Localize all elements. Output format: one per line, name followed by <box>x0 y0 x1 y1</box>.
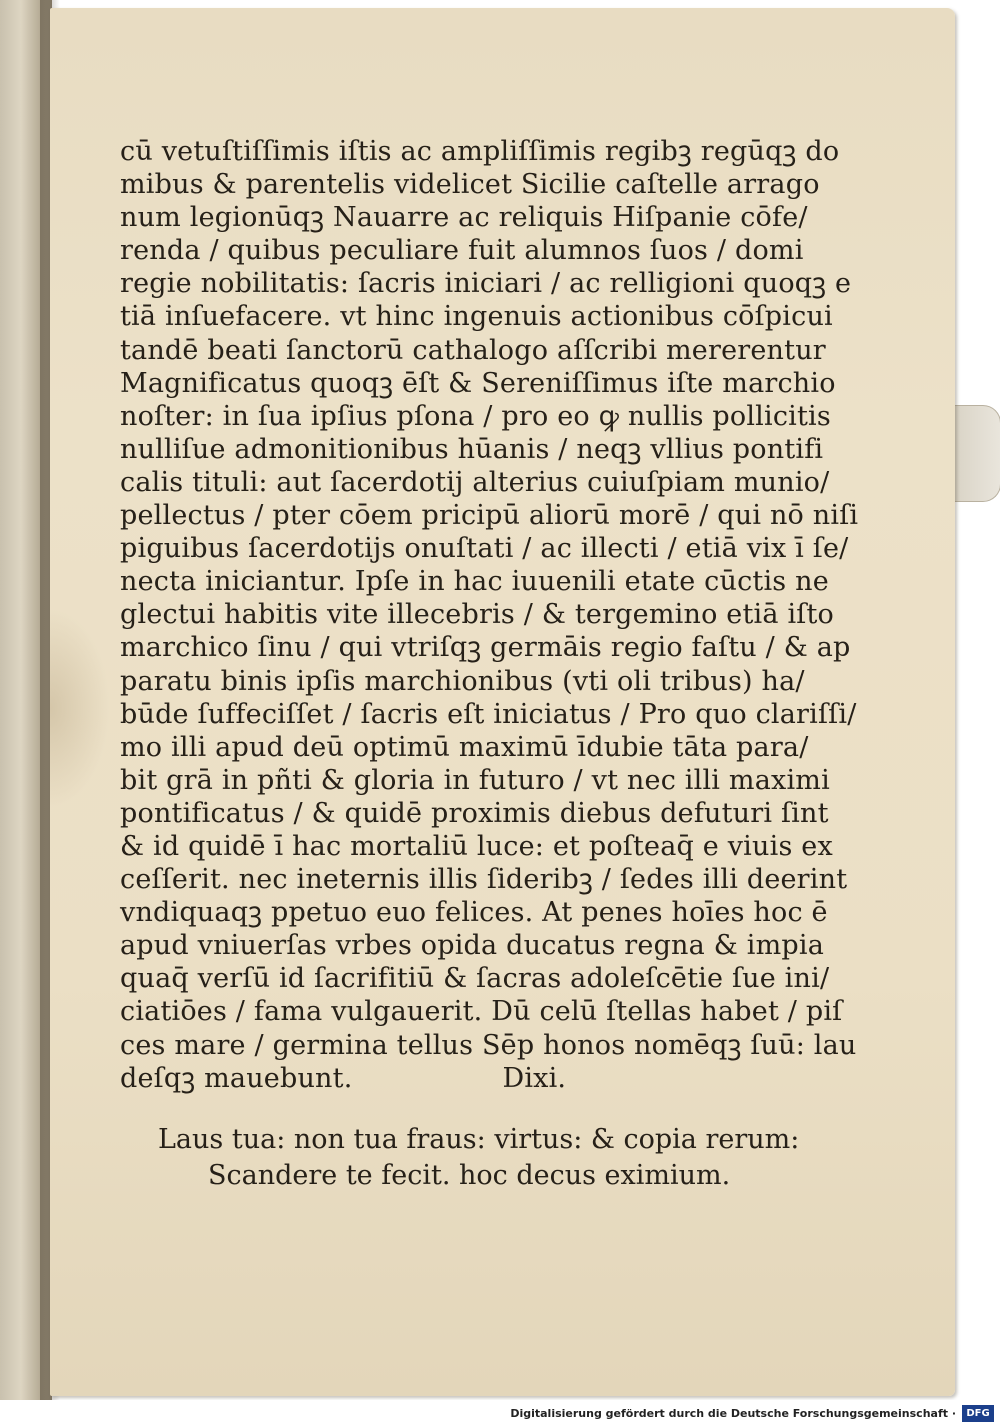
text-line: tandē beati ſanctorū cathalogo aſſcribi mererentur <box>120 334 826 366</box>
funding-credit: Digitalisierung gefördert durch die Deutsche Forschungsgemeinschaft · <box>510 1407 956 1420</box>
page-stain <box>50 608 110 808</box>
text-line: & id quidē ī hac mortaliū luce: et poſteaq̄ e viuis ex <box>120 830 833 862</box>
text-line: ceſſerit. nec ineternis illis ſideribꝫ / ſedes illi deerint <box>120 864 848 896</box>
closing-text: deſqꝫ mauebunt. <box>120 1062 353 1094</box>
colophon-line-2: Scandere te fecit. hoc decus eximium. <box>208 1160 731 1191</box>
text-line: nulliſue admonitionibus hūanis / neqꝫ vllius pontifi <box>120 433 824 465</box>
text-line: cū vetuſtiſſimis iſtis ac ampliſſimis regibꝫ regūqꝫ do <box>120 136 840 167</box>
text-line: quaq̄ verſū id ſacrifitiū & ſacras adoleſcētie ſue ini/ <box>120 963 830 995</box>
body-text <box>120 135 910 1095</box>
signoff: Dixi. <box>502 1062 567 1094</box>
text-line: mibus & parentelis videlicet Sicilie caſtelle arrago <box>120 169 820 201</box>
text-line: tiā inſuefacere. vt hinc ingenuis actionibus cōſpicui <box>120 301 833 333</box>
text-line: paratu binis ipſis marchionibus (vti oli tribus) ha/ <box>120 665 805 697</box>
text-line: bit grā in pñti & gloria in futuro / vt nec illi maximi <box>120 764 830 796</box>
footer-bar <box>0 1400 1000 1427</box>
text-line: glectui habitis vite illecebris / & tergemino etiā iſto <box>120 599 834 631</box>
text-line: pontificatus / & quidē proximis diebus defuturi ſint <box>120 797 829 829</box>
text-line: piguibus ſacerdotijs onuſtati / ac illecti / etiā vix ī ſe/ <box>120 533 849 565</box>
text-line: būde ſuffeciſſet / ſacris eſt iniciatus / Pro quo clariſſi/ <box>120 698 857 730</box>
text-line: num legionūqꝫ Nauarre ac reliquis Hiſpanie cōfe/ <box>120 202 808 234</box>
text-line: mo illi apud deū optimū maximū īdubie tāta para/ <box>120 731 809 763</box>
text-line: noſter: in ſua ipſius pſona / pro eo ꝙ nullis pollicitis <box>120 400 831 432</box>
text-line: Magnificatus quoqꝫ ēſt & Sereniſſimus iſte marchio <box>120 367 836 399</box>
colophon-verse <box>158 1122 858 1194</box>
text-line: necta iniciantur. Ipſe in hac iuuenili etate cūctis ne <box>120 566 829 598</box>
text-line: apud vniuerſas vrbes opida ducatus regna & impia <box>120 930 824 962</box>
text-line: vndiquaqꝫ ppetuo euo felices. At penes hoīes hoc ē <box>120 897 828 929</box>
text-line: ciatiōes / fama vulgauerit. Dū celū ſtellas habet / piſ <box>120 996 843 1028</box>
text-line: renda / quibus peculiare fuit alumnos ſuos / domi <box>120 235 804 267</box>
text-line: calis tituli: aut ſacerdotij alterius cuiuſpiam munio/ <box>120 466 830 498</box>
closing-line <box>120 1062 910 1095</box>
page-marker-tab <box>950 405 1000 502</box>
colophon-line-1: Laus tua: non tua fraus: virtus: & copia rerum: <box>158 1124 800 1155</box>
dfg-logo-icon: DFG <box>962 1405 994 1422</box>
text-line: regie nobilitatis: ſacris iniciari / ac relligioni quoqꝫ e <box>120 268 852 300</box>
text-line: pellectus / pter cōem pricipū aliorū morē / qui nō niſi <box>120 500 859 532</box>
text-line: ces mare / germina tellus Sēp honos nomēqꝫ ſuū: lau <box>120 1029 857 1061</box>
text-line: marchico ſinu / qui vtriſqꝫ germāis regio faſtu / & ap <box>120 632 851 664</box>
